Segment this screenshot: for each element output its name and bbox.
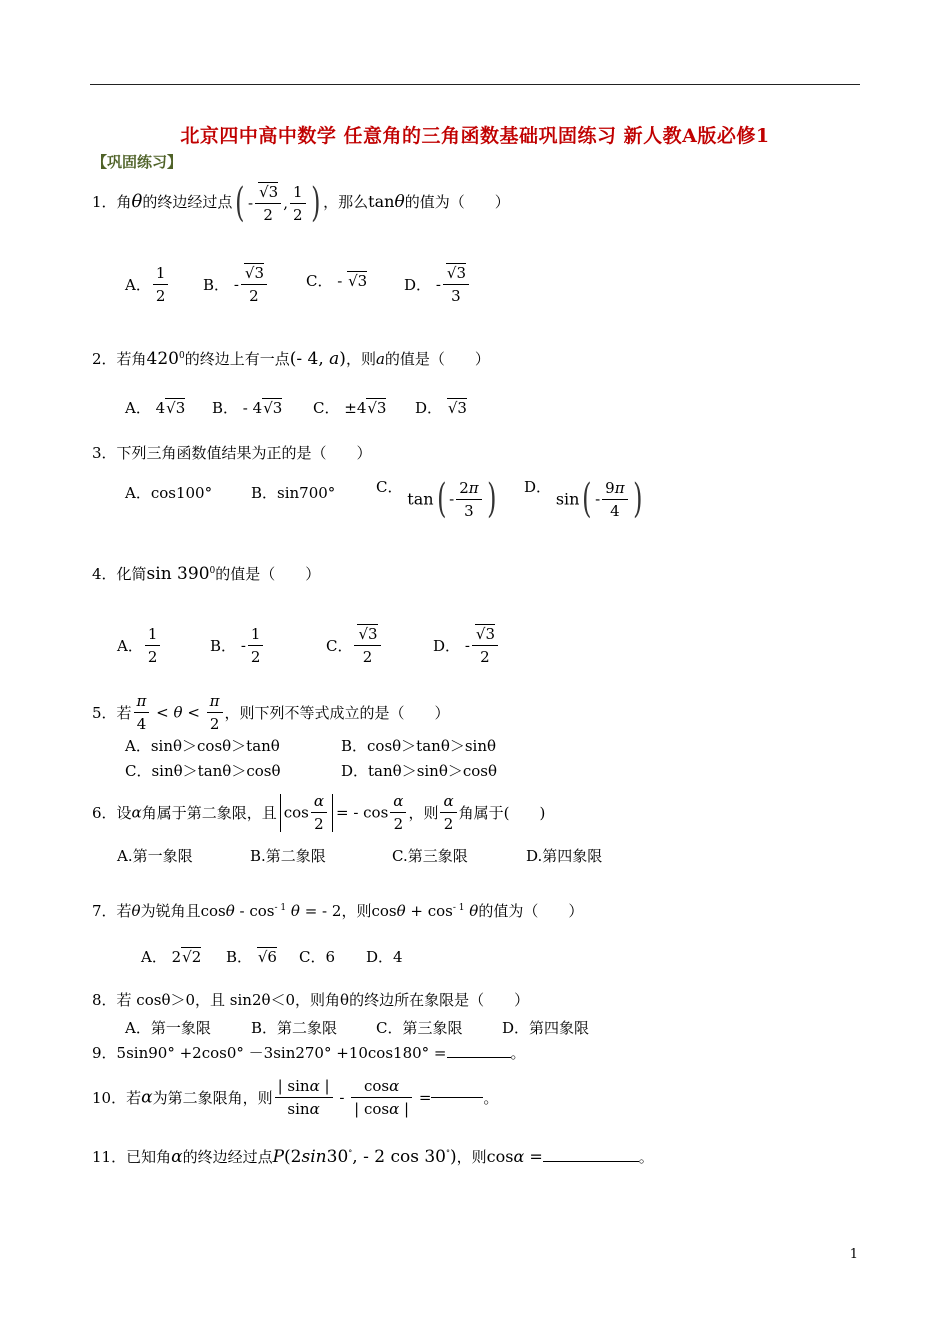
question-5: 5．若 $\frac{\pi}{4}$ < θ < $\frac{\pi}{2}$ ，则下列不等式成立的是（ ） (92, 692, 450, 733)
q3-option-c: C． tan( - $\frac{2\pi}{3}$ ) (376, 476, 497, 522)
q5-option-b: B．cosθ＞tanθ＞sinθ (341, 737, 497, 755)
q1-option-d: D． - $\frac{√3}{3}$ (404, 262, 471, 307)
q4-option-b: B． - $\frac{1}{2}$ (210, 623, 265, 668)
q2-text-c: ，则 (345, 350, 376, 368)
q2-option-c: C． ±4√3 (313, 399, 387, 417)
q2-text-d: 的值是（ ） (384, 350, 490, 368)
q8-option-d: D．第四象限 (502, 1019, 590, 1037)
question-2: 2．若角$420^0$的终边上有一点(- 4, a)，则a的值是（ ） (92, 349, 490, 369)
q5-option-c: C．sinθ＞tanθ＞cosθ (125, 762, 281, 780)
q1-text-a: 1．角 (92, 193, 132, 211)
q3-option-a: A．cos100° (125, 484, 213, 502)
q6-text-d: 角属于( ) (458, 804, 546, 822)
q1-text-b: 的终边经过点 (142, 193, 233, 211)
q3-option-b: B．sin700° (251, 484, 336, 502)
q6-text-b: 角属于第二象限，且 (141, 804, 277, 822)
q10-text-b: 为第二象限角，则 (152, 1089, 273, 1107)
q2-text-a: 2．若角 (92, 350, 147, 368)
question-8: 8．若 cosθ＞0，且 sin2θ＜0，则角θ的终边所在象限是（ ） (92, 991, 530, 1009)
q2-option-b: B． - 4√3 (212, 399, 283, 417)
q5-option-a: A．sinθ＞cosθ＞tanθ (125, 737, 280, 755)
q7-option-b: B． √6 (226, 948, 277, 966)
q2-option-d: D． √3 (415, 399, 467, 417)
q7-text-a: 7．若 (92, 902, 132, 920)
q2-text-b: 的终边上有一点 (184, 350, 290, 368)
q6-option-b: B.第二象限 (250, 847, 326, 865)
q11-end: 。 (638, 1148, 654, 1166)
question-6: 6．设α角属于第二象限，且 cos $\frac{\alpha}{2}$ = - cos $\frac{\alpha}{2}$ ，则 $\frac{\alpha}{2}$ 角属于( ) (92, 792, 546, 833)
q6-option-d: D.第四象限 (526, 847, 603, 865)
question-11: 11．已知角α的终边经过点P(2sin30°, - 2 cos 30°)，则cosα = 。 (92, 1147, 654, 1167)
question-4: 4．化简$\sin 390^0$的值是（ ） (92, 564, 321, 584)
q4-option-d: D． - $\frac{√3}{2}$ (433, 623, 500, 668)
q8-option-b: B．第二象限 (251, 1019, 338, 1037)
q1-option-a: A． $\frac{1}{2}$ (125, 262, 170, 307)
q11-text-a: 11．已知角 (92, 1148, 172, 1166)
q7-text-c: ，则 (341, 902, 372, 920)
q8-option-c: C．第三象限 (376, 1019, 463, 1037)
q5-option-d: D．tanθ＞sinθ＞cosθ (341, 762, 498, 780)
q8-option-a: A．第一象限 (125, 1019, 211, 1037)
q6-option-a: A.第一象限 (117, 847, 193, 865)
q9-end: 。 (510, 1044, 526, 1062)
q6-text-c: ，则 (408, 804, 439, 822)
q1-option-b: B． - $\frac{√3}{2}$ (203, 262, 269, 307)
q10-text-a: 10．若 (92, 1089, 142, 1107)
q4-text-a: 4．化简 (92, 565, 147, 583)
q4-option-c: C． $\frac{√3}{2}$ (326, 623, 383, 668)
q6-option-c: C.第三象限 (392, 847, 468, 865)
q1-text-c: ，那么 (323, 193, 369, 211)
q7-text-b: 为锐角且 (140, 902, 201, 920)
question-9 (92, 1042, 526, 1063)
q3-option-d: D． sin( - $\frac{9\pi}{4}$ ) (524, 476, 643, 522)
q7-option-a: A． 2√2 (141, 948, 202, 966)
q6-text-a: 6．设 (92, 804, 132, 822)
q11-text-b: 的终边经过点 (182, 1148, 273, 1166)
q4-text-b: 的值是（ ） (215, 565, 321, 583)
q4-option-a: A． $\frac{1}{2}$ (117, 623, 162, 668)
question-1: 1．角θ的终边经过点( - $\frac{√3}{2}$ , $\frac{1}{2}$ ) ，那么tanθ的值为（ ） (92, 180, 510, 226)
q7-text-d: 的值为（ ） (478, 902, 584, 920)
page-number: 1 (849, 1247, 858, 1262)
q7-option-d: D．4 (366, 948, 403, 966)
q11-text-c: ，则 (456, 1148, 487, 1166)
q5-text-b: ，则下列不等式成立的是（ ） (224, 704, 450, 722)
section-heading: 【巩固练习】 (92, 153, 183, 171)
q2-option-a: A． 4√3 (125, 399, 186, 417)
question-7: 7．若θ为锐角且cosθ - $\cos^{- 1} \theta$ = - 2，则$\cos\theta + \cos^{- 1} \theta$的值为（ ） (92, 902, 584, 920)
question-10: 10．若α为第二象限角，则 $\frac{| \sin\alpha |}{\sin\alpha}$ - $\frac{\cos\alpha}{| \cos\alpha |}$ = 。 (92, 1077, 499, 1118)
q1-option-c: C． - √3 (306, 272, 368, 290)
q10-end: 。 (483, 1089, 499, 1107)
header-rule (90, 84, 860, 85)
document-title: 北京四中高中数学 任意角的三角函数基础巩固练习 新人教A版必修1 (180, 125, 770, 147)
q9-text: 9．5sin90° +2cos0° －3sin270° +10cos180° = (92, 1044, 447, 1062)
q5-text-a: 5．若 (92, 704, 132, 722)
q7-option-c: C．6 (299, 948, 336, 966)
q1-text-d: 的值为（ ） (404, 193, 510, 211)
question-3: 3．下列三角函数值结果为正的是（ ） (92, 444, 372, 462)
